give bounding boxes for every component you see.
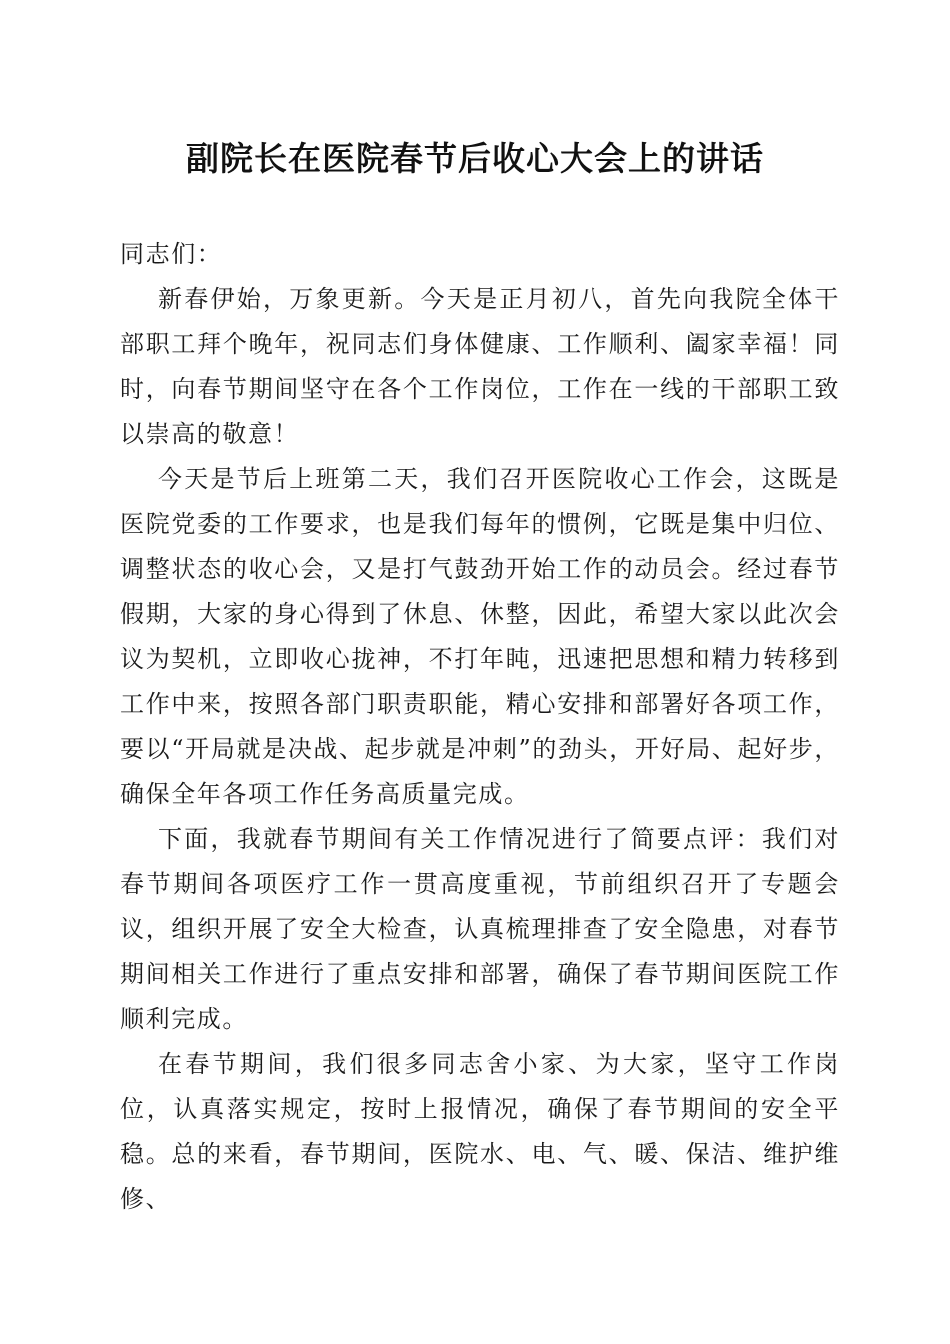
document-title: 副院长在医院春节后收心大会上的讲话 [186,139,764,178]
paragraph-3: 下面，我就春节期间有关工作情况进行了简要点评：我们对春节期间各项医疗工作一贯高度重视，节前组织召开了专题会议，组织开展了安全大检查，认真梳理排查了安全隐患，对春节期间相关工作进行了重点安排和部署，确保了春节期间医院工作顺利完成。 [120,825,840,1033]
salutation: 同志们： [120,240,223,268]
paragraph-2: 今天是节后上班第二天，我们召开医院收心工作会，这既是医院党委的工作要求，也是我们每年的惯例，它既是集中归位、调整状态的收心会，又是打气鼓劲开始工作的动员会。经过春节假期，大家的身心得到了休息、休整，因此，希望大家以此次会议为契机，立即收心拢神，不打年盹，迅速把思想和精力转移到工作中来，按照各部门职责职能，精心安排和部署好各项工作，要以“开局就是决战、起步就是冲刺”的劲头，开好局、起好步，确保全年各项工作任务高质量完成。 [120,465,840,808]
document-body [120,232,840,1222]
paragraph-4: 在春节期间，我们很多同志舍小家、为大家，坚守工作岗位，认真落实规定，按时上报情况，确保了春节期间的安全平稳。总的来看，春节期间，医院水、电、气、暖、保洁、维护维修、 [120,1050,840,1213]
paragraph-1: 新春伊始，万象更新。今天是正月初八，首先向我院全体干部职工拜个晚年，祝同志们身体健康、工作顺利、阖家幸福！同时，向春节期间坚守在各个工作岗位，工作在一线的干部职工致以崇高的敬意！ [120,285,840,448]
